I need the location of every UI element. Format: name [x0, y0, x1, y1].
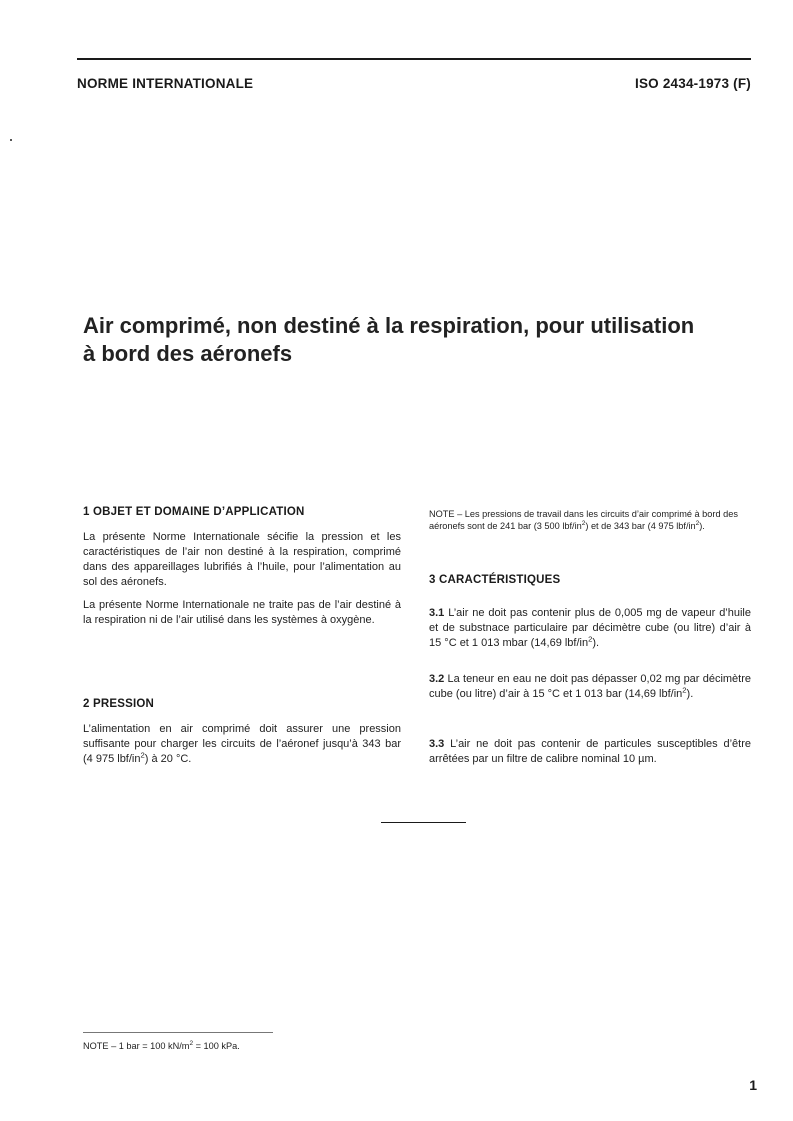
clause-number: 3.2 [429, 673, 445, 685]
document-type-label: NORME INTERNATIONALE [77, 76, 254, 91]
title-line-1: Air comprimé, non destiné à la respiration, pour utilisation [83, 313, 695, 338]
page-number: 1 [749, 1077, 757, 1093]
note-text-2: ) et de 343 bar (4 975 lbf/in [585, 520, 696, 531]
footnote-text-end: = 100 kPa. [193, 1041, 240, 1051]
clause-number: 3.3 [429, 738, 445, 750]
clause-3-2 [429, 672, 751, 702]
standard-reference: ISO 2434-1973 (F) [635, 76, 751, 91]
pressure-note [429, 509, 751, 532]
superscript: 2 [588, 634, 593, 644]
footnote [83, 1041, 240, 1053]
end-of-text-rule [381, 822, 466, 823]
title-line-2: à bord des aéronefs [83, 341, 293, 366]
clause-3-1 [429, 606, 751, 651]
clause-text-end: ). [592, 637, 600, 649]
note-text-3: ). [699, 520, 705, 531]
superscript: 2 [189, 1039, 194, 1047]
note-text-1: NOTE – Les pressions de travail dans les circuits d’air comprimé à bord des aéronefs sont de 241 bar (3 500 lbf/in [429, 509, 738, 531]
superscript: 2 [682, 685, 687, 695]
clause-text: L’air ne doit pas contenir plus de 0,005 mg de vapeur d’huile et de substnace particulaire par décimètre cube (ou litre) d’air à 15 °C et 1 013 mbar (14,69 lbf/in [429, 607, 751, 649]
section-2-heading: 2 PRESSION [83, 698, 155, 710]
section-2-text-end: ) à 20 °C. [144, 753, 192, 765]
section-1-heading: 1 OBJET ET DOMAINE D’APPLICATION [83, 506, 305, 518]
scan-speck [10, 139, 12, 141]
section-3-heading: 3 CARACTÉRISTIQUES [429, 574, 561, 586]
superscript: 2 [581, 519, 586, 527]
document-title [83, 312, 763, 368]
section-1-paragraph-2: La présente Norme Internationale ne traite pas de l’air destiné à la respiration ni de l’air utilisé dans les systèmes à oxygène. [83, 599, 401, 626]
clause-3-3 [429, 737, 751, 767]
footnote-text: NOTE – 1 bar = 100 kN/m [83, 1041, 190, 1051]
header-rule [77, 58, 751, 60]
superscript: 2 [695, 519, 700, 527]
footnote-rule [83, 1032, 273, 1033]
section-2-paragraph [83, 722, 401, 767]
section-1-paragraph-1: La présente Norme Internationale sécifie la pression et les caractéristiques de l’air non destiné à la respiration, comprimé dans des appareillages lubrifiés à l’huile, pour l’alimentation au sol des aéronefs. [83, 531, 401, 588]
clause-text-end: ). [686, 688, 694, 700]
clause-number: 3.1 [429, 607, 445, 619]
clause-text: L’air ne doit pas contenir de particules susceptibles d’être arrêtées par un filtre de calibre nominal 10 µm. [429, 738, 751, 765]
section-2-text: L’alimentation en air comprimé doit assurer une pression suffisante pour charger les circuits de l’aéronef jusqu’à 343 bar (4 975 lbf/in [83, 723, 401, 765]
superscript: 2 [140, 750, 145, 760]
clause-text: La teneur en eau ne doit pas dépasser 0,02 mg par décimètre cube (ou litre) d’air à 15 °C et 1 013 bar (14,69 lbf/in [429, 673, 751, 700]
